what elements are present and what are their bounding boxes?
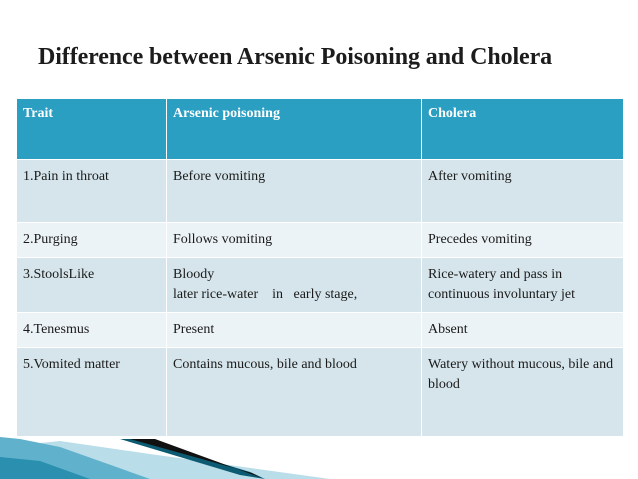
cell-cholera: Rice-watery and pass in continuous involuntary jet — [422, 258, 624, 313]
cell-arsenic-line1: Bloody — [173, 267, 215, 282]
comparison-table — [16, 98, 624, 437]
cell-cholera: Absent — [422, 313, 624, 348]
table-row — [17, 160, 624, 223]
header-arsenic: Arsenic poisoning — [167, 99, 422, 160]
cell-cholera: Watery without mucous, bile and blood — [422, 348, 624, 437]
header-trait: Trait — [17, 99, 167, 160]
table-row — [17, 223, 624, 258]
cell-trait: 4.Tenesmus — [17, 313, 167, 348]
table-row — [17, 313, 624, 348]
slide-title: Difference between Arsenic Poisoning and Cholera — [38, 44, 553, 70]
cell-trait: 2.Purging — [17, 223, 167, 258]
table-row — [17, 258, 624, 313]
cell-trait: 3.StoolsLike — [17, 258, 167, 313]
cell-trait: 5.Vomited matter — [17, 348, 167, 437]
cell-arsenic-line2: later rice-water in early stage, — [173, 287, 358, 302]
table-header-row — [17, 99, 624, 160]
cell-cholera: After vomiting — [422, 160, 624, 223]
decorative-swoosh — [0, 399, 638, 479]
cell-arsenic: Follows vomiting — [167, 223, 422, 258]
cell-cholera: Precedes vomiting — [422, 223, 624, 258]
header-cholera: Cholera — [422, 99, 624, 160]
cell-arsenic — [167, 258, 422, 313]
cell-arsenic: Contains mucous, bile and blood — [167, 348, 422, 437]
cell-trait: 1.Pain in throat — [17, 160, 167, 223]
cell-arsenic: Present — [167, 313, 422, 348]
cell-arsenic: Before vomiting — [167, 160, 422, 223]
